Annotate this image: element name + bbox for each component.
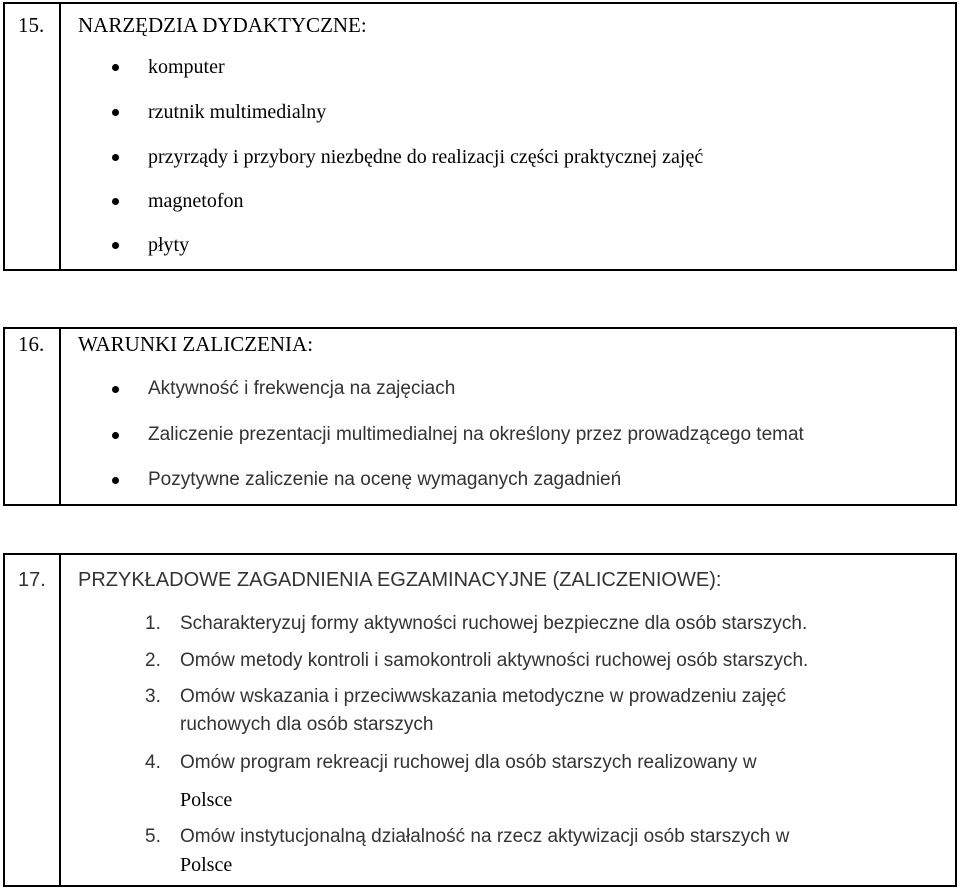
bullet-icon — [112, 477, 119, 484]
bullet-icon — [112, 386, 119, 393]
question-text: Scharakteryzuj formy aktywności ruchowej bezpieczne dla osób starszych. — [180, 613, 808, 634]
section-title: NARZĘDZIA DYDAKTYCZNE: — [78, 13, 367, 37]
question-text-continued: Polsce — [180, 854, 233, 876]
number-column — [5, 555, 61, 885]
bullet-icon — [112, 64, 119, 71]
question-text-continued: Polsce — [180, 789, 233, 811]
question-number: 3. — [145, 686, 161, 707]
question-text: Omów wskazania i przeciwwskazania metodyczne w prowadzeniu zajęć — [180, 686, 787, 707]
section-number: 17. — [18, 569, 46, 591]
list-item-text: płyty — [148, 234, 190, 256]
section-15 — [3, 2, 957, 271]
question-number: 5. — [145, 826, 161, 847]
bullet-icon — [112, 109, 119, 116]
question-text: Omów instytucjonalną działalność na rzecz aktywizacji osób starszych w — [180, 826, 790, 847]
list-item-text: rzutnik multimedialny — [148, 101, 327, 123]
bullet-icon — [112, 154, 119, 161]
section-number: 16. — [18, 332, 45, 356]
list-item-text: przyrządy i przybory niezbędne do realizacji części praktycznej zajęć — [148, 146, 704, 168]
bullet-icon — [112, 432, 119, 439]
section-title: PRZYKŁADOWE ZAGADNIENIA EGZAMINACYJNE (ZALICZENIOWE): — [78, 569, 722, 591]
question-number: 1. — [145, 613, 161, 634]
section-title: WARUNKI ZALICZENIA: — [78, 332, 314, 356]
bullet-icon — [112, 242, 119, 249]
list-item-text: Pozytywne zaliczenie na ocenę wymaganych zagadnień — [148, 469, 622, 490]
list-item-text: komputer — [148, 56, 225, 78]
list-item-text: magnetofon — [148, 190, 244, 212]
number-column — [5, 4, 61, 269]
section-number: 15. — [18, 13, 45, 37]
question-number: 4. — [145, 752, 161, 773]
question-text: Omów program rekreacji ruchowej dla osób starszych realizowany w — [180, 752, 757, 773]
list-item-text: Aktywność i frekwencja na zajęciach — [148, 378, 456, 399]
bullet-icon — [112, 198, 119, 205]
section-16 — [3, 327, 957, 506]
list-item-text: Zaliczenie prezentacji multimedialnej na określony przez prowadzącego temat — [148, 424, 804, 445]
question-text-continued: ruchowych dla osób starszych — [180, 714, 434, 735]
number-column — [5, 329, 61, 504]
question-number: 2. — [145, 650, 161, 671]
section-17 — [3, 553, 957, 887]
question-text: Omów metody kontroli i samokontroli aktywności ruchowej osób starszych. — [180, 650, 809, 671]
